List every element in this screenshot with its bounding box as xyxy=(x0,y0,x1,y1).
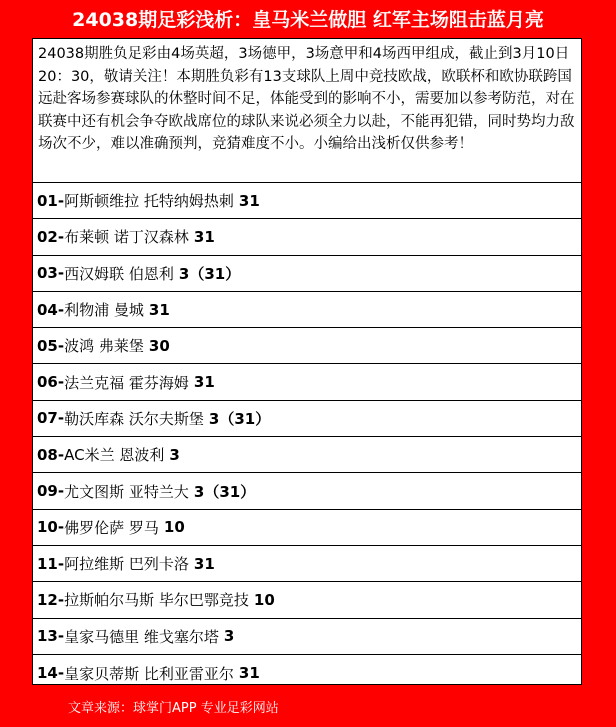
match-teams: 布莱顿 诺丁汉森林 xyxy=(64,228,189,247)
match-pick: 3 xyxy=(223,627,235,646)
match-teams: 利物浦 曼城 xyxy=(64,301,144,320)
match-row xyxy=(33,256,581,292)
match-pick: 3（31） xyxy=(208,409,271,428)
match-separator: - xyxy=(57,445,65,464)
match-pick: 31 xyxy=(238,664,260,682)
match-pick: 31 xyxy=(238,191,260,210)
match-row xyxy=(33,328,581,364)
match-row xyxy=(33,473,581,509)
match-pick: 10 xyxy=(163,518,185,537)
match-pick: 31 xyxy=(193,227,215,246)
match-number: 08 xyxy=(37,445,58,464)
match-row xyxy=(33,219,581,255)
match-separator: - xyxy=(57,227,65,246)
page-title: 24038期足彩浅析：皇马米兰做胆 红军主场阻击蓝月亮 xyxy=(72,9,544,31)
match-teams: 勒沃库森 沃尔夫斯堡 xyxy=(64,409,204,428)
match-row xyxy=(33,292,581,328)
match-pick: 3（31） xyxy=(178,264,241,283)
match-number: 04 xyxy=(37,300,58,319)
match-teams: 阿斯顿维拉 托特纳姆热刺 xyxy=(64,192,234,211)
match-teams: 法兰克福 霍芬海姆 xyxy=(64,373,189,392)
match-pick: 3 xyxy=(169,445,180,464)
match-row xyxy=(33,437,581,473)
source-footer: 文章来源：球掌门APP 专业足彩网站 xyxy=(68,701,279,716)
match-teams: 皇家贝蒂斯 比利亚雷亚尔 xyxy=(64,664,234,683)
match-pick: 31 xyxy=(193,554,215,573)
match-row xyxy=(33,364,581,400)
match-pick: 30 xyxy=(148,336,170,355)
match-number: 13 xyxy=(37,627,58,646)
match-separator: - xyxy=(57,627,65,646)
match-number: 10 xyxy=(37,518,58,537)
match-row xyxy=(33,546,581,582)
match-row xyxy=(33,619,581,655)
match-teams: 皇家马德里 维戈塞尔塔 xyxy=(64,627,219,646)
match-separator: - xyxy=(57,554,65,573)
match-separator: - xyxy=(57,482,65,501)
match-number: 12 xyxy=(37,590,58,609)
match-teams: 佛罗伦萨 罗马 xyxy=(64,518,159,537)
match-row xyxy=(33,401,581,437)
match-separator: - xyxy=(57,590,65,609)
match-row xyxy=(33,183,581,219)
match-row xyxy=(33,510,581,546)
match-number: 07 xyxy=(37,409,58,428)
match-teams: 拉斯帕尔马斯 毕尔巴鄂竞技 xyxy=(64,591,249,610)
match-number: 03 xyxy=(37,264,58,283)
match-separator: - xyxy=(57,336,65,355)
match-number: 14 xyxy=(37,664,58,682)
match-separator: - xyxy=(57,264,65,283)
match-number: 06 xyxy=(37,373,58,392)
match-list xyxy=(33,183,581,691)
match-number: 01 xyxy=(37,191,58,210)
match-number: 02 xyxy=(37,227,58,246)
match-pick: 31 xyxy=(193,373,215,392)
match-teams: 波鸿 弗莱堡 xyxy=(64,337,144,356)
content-panel xyxy=(32,38,582,685)
match-separator: - xyxy=(57,409,65,428)
match-pick: 10 xyxy=(253,590,275,609)
match-separator: - xyxy=(57,664,65,682)
match-teams: 阿拉维斯 巴列卡洛 xyxy=(64,555,189,574)
match-row xyxy=(33,655,581,691)
match-separator: - xyxy=(57,373,65,392)
match-separator: - xyxy=(57,518,65,537)
match-number: 05 xyxy=(37,336,58,355)
match-pick: 31 xyxy=(148,300,170,319)
match-teams: AC米兰 恩波利 xyxy=(64,446,165,465)
match-teams: 尤文图斯 亚特兰大 xyxy=(64,482,189,501)
match-row xyxy=(33,582,581,618)
intro-paragraph: 24038期胜负足彩由4场英超，3场德甲，3场意甲和4场西甲组成，截止到3月10日20：30，敬请关注！本期胜负彩有13支球队上周中竞技欧战，欧联杯和欧协联跨国远赴客场参赛球队的休整时间不足，体能受到的影响不小，需要加以参考防范，对在联赛中还有机会争夺欧战席位的球队来说必须全力以赴，不能再犯错，同时势均力敌场次不少，难以准确预判，竞猜难度不小。小编给出浅析仅供参考！ xyxy=(33,39,581,183)
match-pick: 3（31） xyxy=(193,482,256,501)
match-separator: - xyxy=(57,191,65,210)
match-number: 11 xyxy=(37,554,58,573)
match-teams: 西汉姆联 伯恩利 xyxy=(64,264,174,283)
match-number: 09 xyxy=(37,482,58,501)
match-separator: - xyxy=(57,300,65,319)
